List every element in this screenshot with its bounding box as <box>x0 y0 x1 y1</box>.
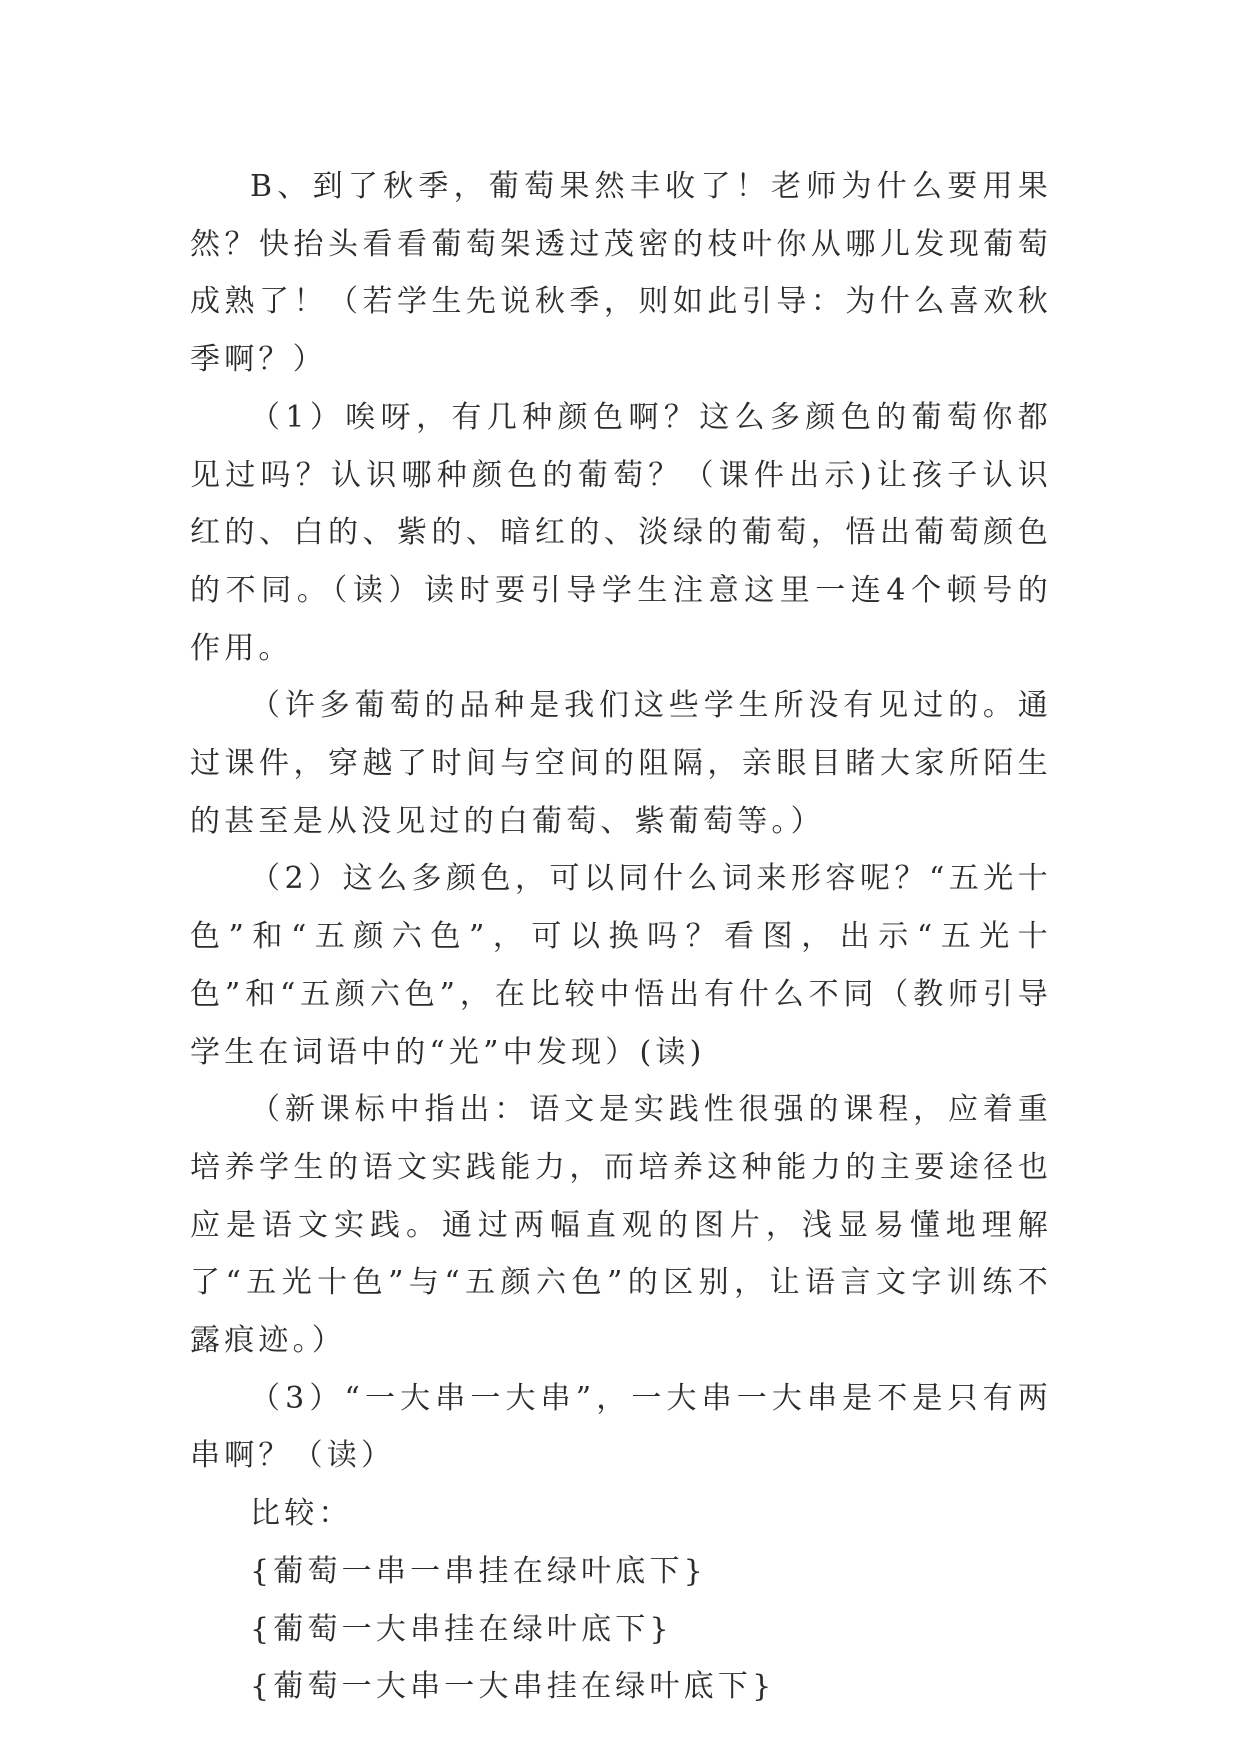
paragraph-grape-colors: （1）唉呀，有几种颜色啊？这么多颜色的葡萄你都见过吗？认识哪种颜色的葡萄？（课件出示)让孩子认识红的、白的、紫的、暗红的、淡绿的葡萄，悟出葡萄颜色的不同。（读）读时要引导学生注意这里一连4个顿号的作用。 <box>190 399 1052 666</box>
compare-label: 比较： <box>250 1496 353 1532</box>
document-body <box>190 158 1052 1716</box>
paragraph-curriculum-note: （新课标中指出：语文是实践性很强的课程，应着重培养学生的语文实践能力，而培养这种能力的主要途径也应是语文实践。通过两幅直观的图片，浅显易懂地理解了“五光十色”与“五颜六色”的区别，让语言文字训练不露痕迹。） <box>190 1092 1052 1359</box>
compare-item: {葡萄一大串挂在绿叶底下} <box>250 1611 673 1647</box>
paragraph-autumn-harvest: B、到了秋季，葡萄果然丰收了！老师为什么要用果然？快抬头看看葡萄架透过茂密的枝叶你从哪儿发现葡萄成熟了！（若学生先说秋季，则如此引导：为什么喜欢秋季啊？） <box>190 169 1052 378</box>
compare-item: {葡萄一串一串挂在绿叶底下} <box>250 1553 707 1589</box>
paragraph-courseware-note: （许多葡萄的品种是我们这些学生所没有见过的。通过课件，穿越了时间与空间的阻隔，亲眼目睹大家所陌生的甚至是从没见过的白葡萄、紫葡萄等。） <box>190 688 1052 839</box>
paragraph-bunches-question: （3）“一大串一大串”，一大串一大串是不是只有两串啊？（读） <box>190 1380 1052 1474</box>
paragraph-word-comparison: （2）这么多颜色，可以同什么词来形容呢？“五光十色”和“五颜六色”，可以换吗？看图，出示“五光十色”和“五颜六色”，在比较中悟出有什么不同（教师引导学生在词语中的“光”中发现）(读) <box>190 861 1052 1070</box>
compare-item: {葡萄一大串一大串挂在绿叶底下} <box>250 1669 776 1705</box>
